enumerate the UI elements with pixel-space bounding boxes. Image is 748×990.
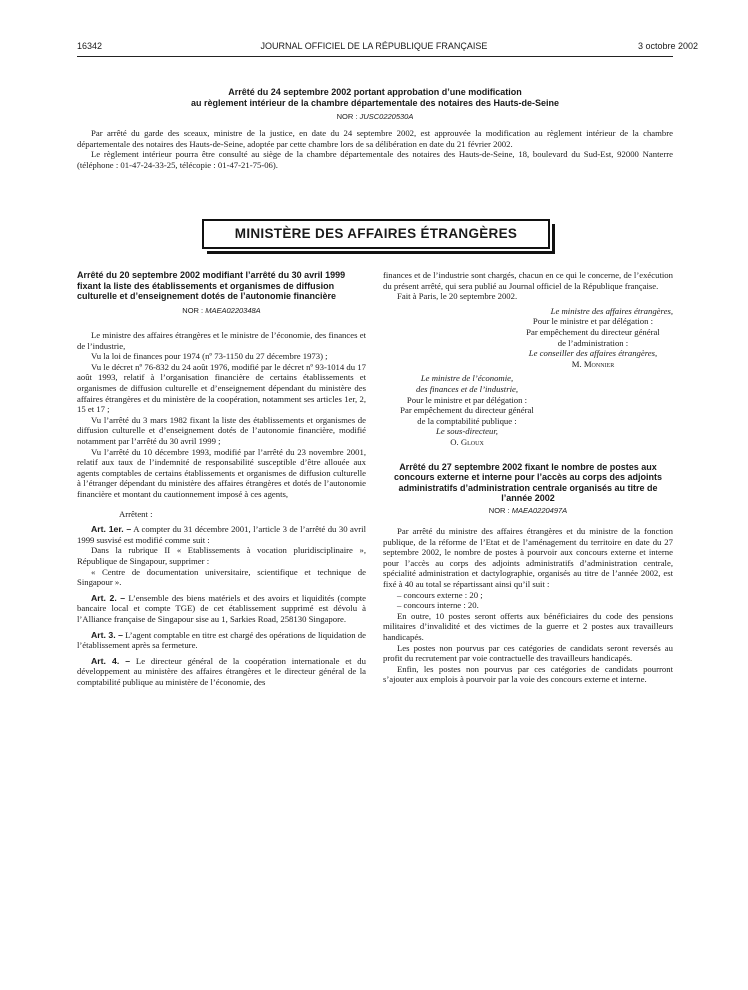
- article-2-label: Art. 2. –: [91, 592, 126, 603]
- sig2-line: Par empêchement du directeur général: [400, 405, 534, 416]
- sig1-name: M. Monnier: [571, 358, 615, 369]
- left-para: Vu l’arrêté du 3 mars 1982 fixant la liste des établissements et organismes de diffusion culturelle et d’enseignement dotés de l’autonomie financière, modifié notamment par l’arrêté du 30 avril 1999 ;: [77, 414, 366, 447]
- sig1-line: Par empêchement du directeur général: [526, 326, 660, 337]
- top-arrete-title-line1: Arrêté du 24 septembre 2002 portant approbation d’une modification: [228, 87, 522, 97]
- sig1-line: Le ministre des affaires étrangères,: [550, 305, 673, 316]
- journal-title: JOURNAL OFFICIEL DE LA RÉPUBLIQUE FRANÇAISE: [260, 41, 488, 51]
- sig2-line: Pour le ministre et par délégation :: [406, 394, 528, 405]
- left-para: Vu le décret nº 76-832 du 24 août 1976, modifié par le décret nº 93-1014 du 17 août 1993, relatif à l’organisation financière de certains établissements et organismes de diffusion culturelle et d’enseignement dépendant du ministère des affaires étrangères et du ministère de la coopération, notamment ses articles 1er, 2, 15 et 17 ;: [77, 361, 366, 415]
- article-1-para: « Centre de documentation universitaire, scientifique et technique de Singapour ».: [77, 566, 366, 588]
- ministry-heading-box: [202, 219, 550, 249]
- right-continuation: finances et de l’industrie sont chargés, chacun en ce qui le concerne, de l’exécution du présent arrêté, qui sera publié au Journal officiel de la République française.: [383, 270, 673, 291]
- left-para: Le ministre des affaires étrangères et le ministre de l’économie, des finances et de l’industrie,: [77, 330, 366, 351]
- left-column: [77, 270, 366, 688]
- article-4: [77, 656, 366, 688]
- right-para: Par arrêté du ministre des affaires étrangères et du ministre de la fonction publique, de la réforme de l’Etat et de l’aménagement du territoire en date du 27 septembre 2002, le nombre de postes à pourvoir aux concours externe et interne pour l’accès au corps des adjoints administratifs d’administration centrale, spécialité administration et dactylographie, organisés au titre de l’année 2002, est fixé à 40 au total se répartissant ainsi qu’il suit :: [383, 526, 673, 590]
- right-list-item: – concours interne : 20.: [397, 600, 479, 611]
- left-para: Vu la loi de finances pour 1974 (nº 73-1150 du 27 décembre 1973) ;: [91, 351, 328, 362]
- right-arrete-title: Arrêté du 27 septembre 2002 fixant le nombre de postes aux concours externe et interne pour l’accès au corps des adjoints administratifs d’administration centrale organisés au titre de l’année 2002: [393, 461, 663, 503]
- top-arrete-body: [77, 128, 673, 170]
- article-3-label: Art. 3. –: [91, 629, 123, 640]
- left-arrete-title: Arrêté du 20 septembre 2002 modifiant l’arrêté du 30 avril 1999 fixant la liste des établissements et organismes de diffusion culturelle et d’enseignement dotés de l’autonomie financière: [77, 270, 346, 301]
- issue-date: 3 octobre 2002: [637, 41, 698, 51]
- sig2-line: des finances et de l’industrie,: [415, 383, 519, 394]
- right-column: [383, 270, 673, 685]
- nor-label: NOR :: [182, 305, 206, 315]
- sig2-line: de la comptabilité publique :: [417, 415, 517, 426]
- left-para: Vu l’arrêté du 10 décembre 1993, modifié par l’arrêté du 23 novembre 2001, relatif aux taux de l’indemnité de responsabilité susceptible d’être allouée aux agents comptables de certains établissements et organismes de diffusion culturelle à l’étranger dépendant du ministère des affaires étrangères et dotés de l’autonomie financière et montant du cautionnement imposé à ces agents,: [77, 446, 366, 499]
- top-arrete-nor: [77, 112, 673, 121]
- right-list-item: – concours externe : 20 ;: [397, 589, 483, 600]
- left-arrete-nor: [77, 306, 366, 317]
- nor-code: MAEA0220348A: [205, 305, 261, 315]
- top-arrete-title: [77, 87, 673, 109]
- nor-code: MAEA0220497A: [511, 505, 568, 515]
- arretent: Arrêtent :: [119, 508, 153, 519]
- article-4-label: Art. 4. –: [91, 655, 131, 666]
- sig2-line: Le sous-directeur,: [436, 426, 498, 437]
- article-1-text: A compter du 31 décembre 2001, l’article 3 de l’arrêté du 30 avril 1999 susvisé est modifié comme suit :: [77, 524, 366, 545]
- right-arrete-nor: [383, 506, 673, 517]
- ministry-heading: MINISTÈRE DES AFFAIRES ÉTRANGÈRES: [234, 226, 518, 241]
- header-rule: [77, 56, 673, 57]
- fait-a-paris: Fait à Paris, le 20 septembre 2002.: [397, 291, 518, 302]
- article-1: [77, 524, 366, 545]
- sig2-name: O. Gloux: [450, 436, 484, 447]
- nor-label: NOR :: [336, 112, 360, 121]
- signature-block-1: [513, 306, 673, 370]
- sig1-line: Pour le ministre et par délégation :: [532, 316, 654, 327]
- nor-label: NOR :: [488, 505, 512, 515]
- article-3-text: L’agent comptable en titre est chargé des opérations de liquidation de l’établissement après sa fermeture.: [77, 629, 366, 651]
- right-para: Les postes non pourvus par ces catégories de candidats seront reversés au profit du recrutement par voie contractuelle des travailleurs handicapés.: [383, 642, 673, 664]
- article-3: [77, 630, 366, 651]
- sig2-line: Le ministre de l’économie,: [420, 373, 514, 384]
- article-1-para: Dans la rubrique II « Etablissements à vocation pluridisciplinaire », République de Singapour, supprimer :: [77, 545, 366, 566]
- right-para: Enfin, les postes non pourvus par ces catégories de candidats pourront s’ajouter aux emplois à pourvoir par la voie des concours externe et interne.: [383, 663, 673, 685]
- nor-code: JUSC0220530A: [359, 112, 414, 121]
- page-number: 16342: [77, 41, 103, 51]
- article-2-text: L’ensemble des biens matériels et des avoirs et liquidités (compte bancaire local et compte TGE) de cet établissement supprimé est dévolu à l’Alliance française de Singapour sise au 1, Sarkies Road, 258130 Singapore.: [77, 592, 366, 624]
- sig1-line: de l’administration :: [557, 337, 629, 348]
- top-arrete-para2: Le règlement intérieur pourra être consulté au siège de la chambre départementale des notaires des Hauts-de-Seine, 18, boulevard du Sud-Est, 92000 Nanterre (téléphone : 01-47-24-33-25, télécopie : 01-47-21-75-06).: [77, 149, 673, 170]
- right-para: En outre, 10 postes seront offerts aux bénéficiaires du code des pensions militaires d’invalidité et des victimes de la guerre et 2 postes aux travailleurs handicapés.: [383, 610, 673, 643]
- article-2: [77, 593, 366, 625]
- article-1-label: Art. 1er. –: [91, 524, 132, 535]
- page-header: [0, 41, 748, 55]
- signature-block-2: [383, 373, 551, 447]
- top-arrete-para1: Par arrêté du garde des sceaux, ministre de la justice, en date du 24 septembre 2002, est approuvée la modification au règlement intérieur de la chambre départementale des notaires des Hauts-de-Seine, adoptée par cette chambre lors de sa délibération en date du 21 février 2002.: [77, 128, 673, 149]
- sig1-line: Le conseiller des affaires étrangères,: [528, 348, 658, 359]
- top-arrete-title-line2: au règlement intérieur de la chambre départementale des notaires des Hauts-de-Seine: [190, 98, 560, 108]
- article-4-text: Le directeur général de la coopération internationale et du développement au ministère des affaires étrangères et le directeur général de la comptabilité publique au ministère de l’économie, des: [77, 655, 366, 687]
